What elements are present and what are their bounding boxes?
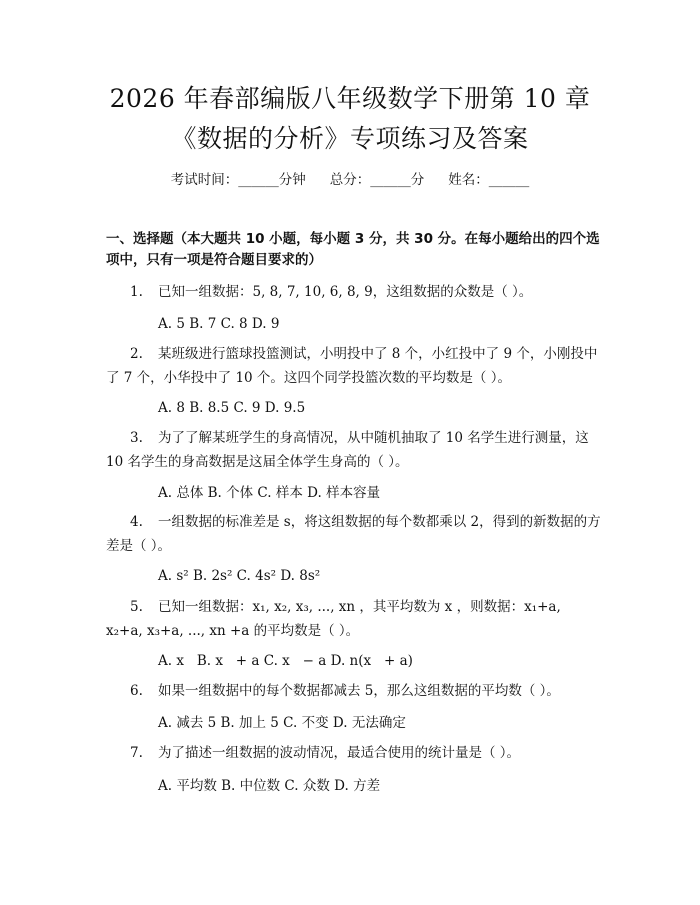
exam-meta	[0, 168, 700, 188]
question-5	[106, 595, 601, 643]
question-text: 为了了解某班学生的身高情况，从中随机抽取了 10 名学生进行测量，这 10 名学生的身高数据是这届全体学生身高的（ ）。	[106, 430, 589, 470]
page-title-line-1: 2026 年春部编版八年级数学下册第 10 章	[109, 84, 591, 113]
question-2	[106, 342, 601, 390]
question-3	[106, 426, 601, 474]
question-2-options: A. 8 B. 8.5 C. 9 D. 9.5	[158, 400, 306, 416]
question-text: 已知一组数据：5, 8, 7, 10, 6, 8, 9，这组数据的众数是（ ）。	[158, 284, 533, 300]
question-7	[106, 741, 601, 765]
question-6	[106, 679, 601, 703]
question-4	[106, 510, 601, 558]
question-number: 5.	[130, 599, 143, 615]
exam-time-field: 考试时间：______分钟	[170, 172, 306, 188]
question-number: 1.	[130, 284, 143, 300]
total-score-field: 总分：______分	[329, 172, 425, 188]
question-number: 7.	[130, 745, 143, 761]
page-title-line-2: 《数据的分析》专项练习及答案	[171, 124, 529, 153]
question-5-options: A. x B. x + a C. x − a D. n(x + a)	[158, 653, 413, 669]
question-number: 3.	[130, 430, 143, 446]
question-number: 6.	[130, 683, 143, 699]
question-number: 2.	[130, 346, 143, 362]
question-number: 4.	[130, 514, 143, 530]
question-text: 如果一组数据中的每个数据都减去 5，那么这组数据的平均数（ ）。	[158, 683, 560, 699]
question-1	[106, 280, 601, 304]
question-text: 一组数据的标准差是 s，将这组数据的每个数都乘以 2，得到的新数据的方差是（ ）。	[106, 514, 601, 554]
question-7-options: A. 平均数 B. 中位数 C. 众数 D. 方差	[158, 778, 381, 794]
student-name-field: 姓名：______	[448, 172, 530, 188]
question-3-options: A. 总体 B. 个体 C. 样本 D. 样本容量	[158, 485, 381, 501]
section-heading: 一、选择题（本大题共 10 小题，每小题 3 分，共 30 分。在每小题给出的四个选项中，只有一项是符合题目要求的）	[106, 231, 600, 268]
question-text: 为了描述一组数据的波动情况，最适合使用的统计量是（ ）。	[158, 745, 521, 761]
question-text: 某班级进行篮球投篮测试，小明投中了 8 个，小红投中了 9 个，小刚投中了 7 个，小华投中了 10 个。这四个同学投篮次数的平均数是（ ）。	[106, 346, 598, 386]
question-4-options: A. s² B. 2s² C. 4s² D. 8s²	[158, 568, 321, 584]
question-text: 已知一组数据：x₁, x₂, x₃, ..., xn ，其平均数为 x ，则数据：x₁+a, x₂+a, x₃+a, ..., xn +a 的平均数是（ ）。	[106, 599, 561, 639]
question-1-options: A. 5 B. 7 C. 8 D. 9	[158, 316, 280, 332]
question-6-options: A. 减去 5 B. 加上 5 C. 不变 D. 无法确定	[158, 715, 406, 731]
